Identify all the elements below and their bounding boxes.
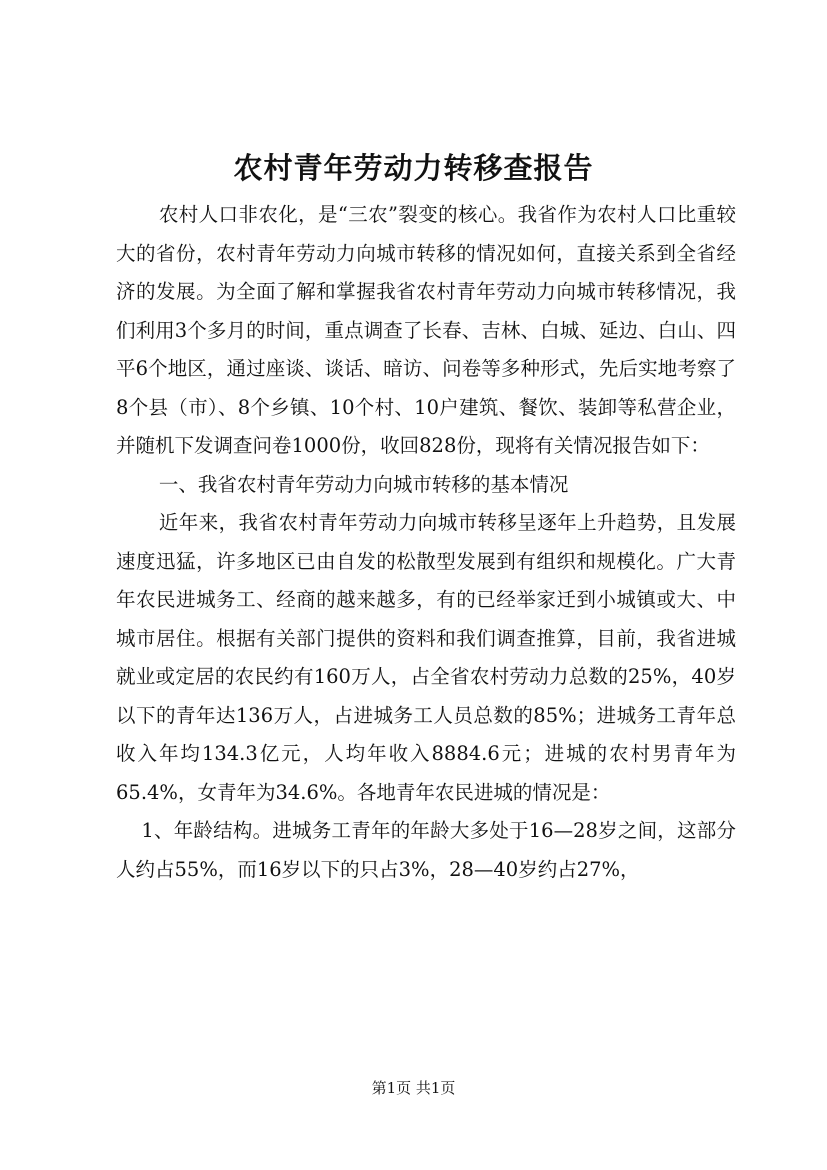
document-title: 农村青年劳动力转移查报告: [233, 151, 594, 185]
page-footer: 第1页 共1页: [371, 1079, 456, 1097]
paragraph-intro: 农村人口非农化，是“三农”裂变的核心。我省作为农村人口比重较大的省份，农村青年劳动力向城市转移的情况如何，直接关系到全省经济的发展。为全面了解和掌握我省农村青年劳动力向城市转移情况，我们利用3个多月的时间，重点调查了长春、吉林、白城、延边、白山、四平6个地区，通过座谈、谈话、暗访、问卷等多种形式，先后实地考察了8个县（市）、8个乡镇、10个村、10户建筑、餐饮、装卸等私营企业，并随机下发调查问卷1000份，收回828份，现将有关情况报告如下：: [116, 203, 736, 457]
paragraph-basic-situation: 近年来，我省农村青年劳动力向城市转移呈逐年上升趋势，且发展速度迅猛，许多地区已由自发的松散型发展到有组织和规模化。广大青年农民进城务工、经商的越来越多，有的已经举家迁到小城镇或大、中城市居住。根据有关部门提供的资料和我们调查推算，目前，我省进城就业或定居的农民约有160万人，占全省农村劳动力总数的25%，40岁以下的青年达136万人，占进城务工人员总数的85%；进城务工青年总收入年均134.3亿元，人均年收入8884.6元；进城的农村男青年为65.4%，女青年为34.6%。各地青年农民进城的情况是：: [116, 511, 736, 804]
document-body: [116, 196, 736, 889]
section-heading-1: 一、我省农村青年劳动力向城市转移的基本情况: [158, 472, 569, 496]
paragraph-age-structure: 1、年龄结构。进城务工青年的年龄大多处于16—28岁之间，这部分人约占55%，而16岁以下的只占3%，28—40岁约占27%，: [116, 819, 736, 881]
